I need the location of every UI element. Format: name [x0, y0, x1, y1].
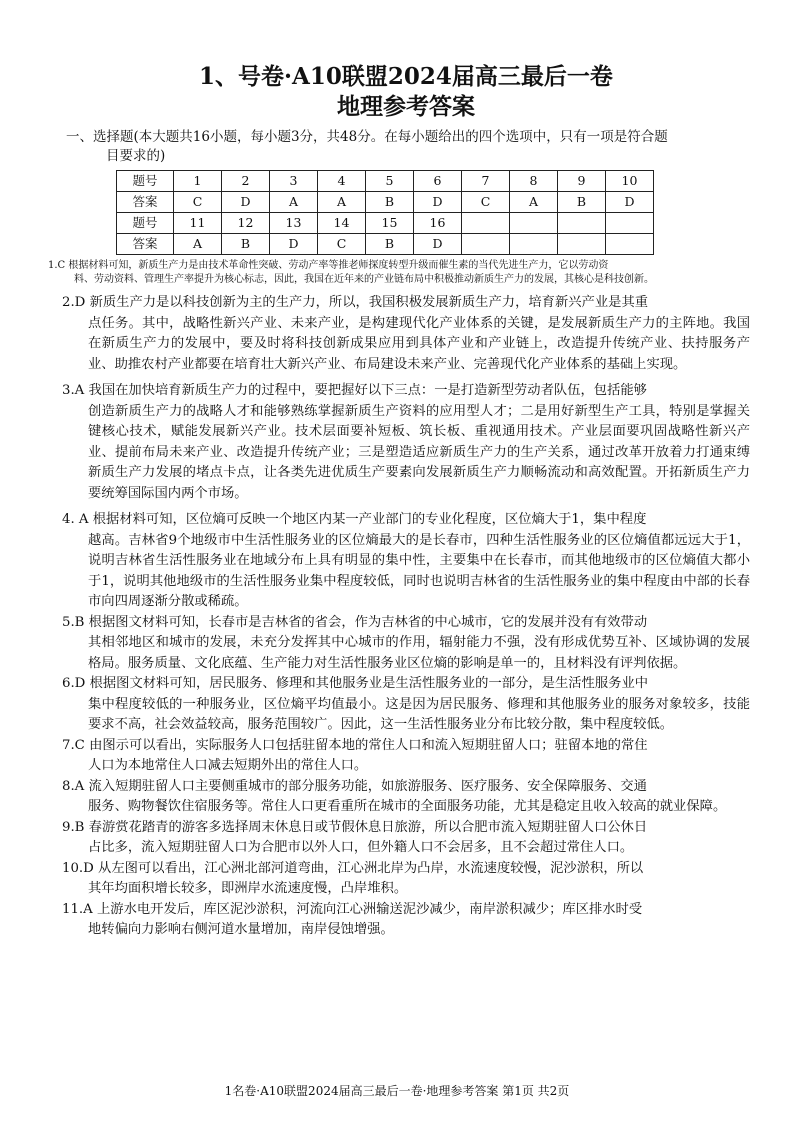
answer-item-10 [62, 859, 750, 900]
table-cell: 11 [174, 213, 222, 234]
answer-item-continuation: 人口为本地常住人口减去短期外出的常住人口。 [88, 758, 368, 773]
table-cell: C [318, 234, 366, 255]
answer-table [116, 170, 654, 255]
table-cell: A [318, 192, 366, 213]
table-cell: A [174, 234, 222, 255]
answer-label: 答案 [117, 192, 174, 213]
table-cell: 2 [222, 171, 270, 192]
answer-item-3 [62, 381, 750, 504]
table-row [117, 192, 654, 213]
table-cell: B [366, 192, 414, 213]
answer-item-first-line: 11.A 上游水电开发后，库区泥沙淤积，河流向江心洲输送泥沙减少，南岸淤积减少；库区排水时受 [62, 901, 643, 917]
table-cell [606, 213, 654, 234]
answer-item-first-line: 4. A 根据材料可知，区位熵可反映一个地区内某一产业部门的专业化程度，区位熵大于1，集中程度 [62, 512, 647, 527]
table-cell: A [270, 192, 318, 213]
answer-item-first-line: 5.B 根据图文材料可知，长春市是吉林省的省会，作为吉林省的中心城市，它的发展并没有有效带动 [62, 614, 648, 630]
table-cell: 9 [558, 171, 606, 192]
answer-item-4 [62, 510, 750, 613]
answer-item-continuation: 集中程度较低的一种服务业，区位熵平均值最小。这是因为居民服务、修理和其他服务业的服务对象较多，技能要求不高，社会效益较高，服务范围较广。因此，这一生活性服务业分布比较分散，集中程度较低。 [88, 696, 750, 732]
table-cell [558, 213, 606, 234]
answer-item-first-line: 6.D 根据图文材料可知，居民服务、修理和其他服务业是生活性服务业的一部分，是生活性服务业中 [62, 676, 649, 691]
answer-item-continuation: 越高。吉林省9个地级市中生活性服务业的区位熵最大的是长春市，四种生活性服务业的区位熵值都远远大于1，说明吉林省生活性服务业在地域分布上具有明显的集中性，主要集中在长春市，而其他地级市的区位熵值大都小于1，说明其他地级市的生活性服务业集中程度较低，同时也说明吉林省的生活性服务业的集中程度由中部的长春市向四周逐渐分散或稀疏。 [88, 532, 750, 609]
answer-item-first-line: 8.A 流入短期驻留人口主要侧重城市的部分服务功能，如旅游服务、医疗服务、安全保障服务、交通 [62, 778, 647, 794]
table-cell: 12 [222, 213, 270, 234]
answer-item-continuation: 料、劳动资料、管理生产率提升为核心标志，因此，我国在近年来的产业链布局中积极推动新质生产力的发展，其核心是科技创新。 [74, 274, 654, 285]
table-cell: 14 [318, 213, 366, 234]
table-cell [510, 213, 558, 234]
answer-item-first-line: 3.A 我国在加快培育新质生产力的过程中，要把握好以下三点：一是打造新型劳动者队伍，包括能够 [62, 383, 647, 398]
table-cell [462, 234, 510, 255]
question-label: 题号 [117, 171, 174, 192]
table-cell [558, 234, 606, 255]
answer-item-5 [62, 613, 750, 675]
table-cell: 5 [366, 171, 414, 192]
answer-item-continuation: 其年均面积增长较多，即洲岸水流速度慢，凸岸堆积。 [88, 881, 408, 896]
table-cell: B [558, 192, 606, 213]
table-cell: 10 [606, 171, 654, 192]
table-cell: A [510, 192, 558, 213]
answer-item-continuation: 其相邻地区和城市的发展，未充分发挥其中心城市的作用，辐射能力不强，没有形成优势互补、区域协调的发展格局。服务质量、文化底蕴、生产能力对生活性服务业区位熵的影响是单一的，且材料没有评判依据。 [88, 635, 750, 671]
page-subtitle: 地理参考答案 [337, 93, 475, 120]
table-cell: C [462, 192, 510, 213]
table-cell: 1 [174, 171, 222, 192]
table-cell [462, 213, 510, 234]
table-cell: 3 [270, 171, 318, 192]
table-cell [510, 234, 558, 255]
table-cell: D [414, 192, 462, 213]
answer-item-8 [62, 777, 750, 818]
answer-item-continuation: 服务、购物餐饮住宿服务等。常住人口更看重所在城市的全面服务功能，尤其是稳定且收入较高的就业保障。 [88, 799, 727, 814]
answer-item-continuation: 占比多，流入短期驻留人口为合肥市以外人口，但外籍人口不会居多，且不会超过常住人口。 [88, 840, 634, 855]
answer-item-1 [48, 259, 750, 287]
answer-item-first-line: 2.D 新质生产力是以科技创新为主的生产力，所以，我国积极发展新质生产力，培育新兴产业是其重 [62, 295, 649, 310]
answer-item-7 [62, 736, 750, 777]
table-cell: D [414, 234, 462, 255]
table-cell: 8 [510, 171, 558, 192]
table-cell: 6 [414, 171, 462, 192]
table-cell: 16 [414, 213, 462, 234]
table-row [117, 213, 654, 234]
page-title: 1、号卷·A10联盟2024届高三最后一卷 [199, 63, 613, 90]
table-cell: 13 [270, 213, 318, 234]
answer-item-first-line: 9.B 春游赏花踏青的游客多选择周末休息日或节假休息日旅游，所以合肥市流入短期驻留人口公休日 [62, 819, 648, 835]
question-label: 题号 [117, 213, 174, 234]
answer-item-first-line: 10.D 从左图可以看出，江心洲北部河道弯曲，江心洲北岸为凸岸，水流速度较慢，泥沙淤积，所以 [62, 860, 644, 876]
table-cell: B [366, 234, 414, 255]
answer-item-continuation: 点任务。其中，战略性新兴产业、未来产业，是构建现代化产业体系的关键，是发展新质生产力的主阵地。我国在新质生产力的发展中，要及时将科技创新成果应用到具体产业和产业链上，改造提升传统产业、扶持服务产业、助推农村产业都要在培育壮大新兴产业、布局建设未来产业、完善现代化产业体系的基础上实现。 [88, 315, 750, 372]
answer-item-continuation: 地转偏向力影响右侧河道水量增加，南岸侵蚀增强。 [88, 922, 394, 937]
section-heading-line1: 一、选择题(本大题共16小题，每小题3分，共48分。在每小题给出的四个选项中，只有一项是符合题 [66, 129, 668, 145]
answer-item-2 [62, 293, 750, 375]
table-cell: D [222, 192, 270, 213]
answer-item-9 [62, 818, 750, 859]
table-row [117, 171, 654, 192]
answer-item-6 [62, 674, 750, 736]
page-footer: 1名卷·A10联盟2024届高三最后一卷·地理参考答案 第1页 共2页 [224, 1084, 570, 1098]
table-cell: B [222, 234, 270, 255]
answer-item-first-line: 7.C 由图示可以看出，实际服务人口包括驻留本地的常住人口和流入短期驻留人口；驻留本地的常住 [62, 737, 648, 753]
table-cell: 7 [462, 171, 510, 192]
table-row [117, 234, 654, 255]
table-cell: D [606, 192, 654, 213]
table-cell: D [270, 234, 318, 255]
answer-item-11 [62, 900, 750, 941]
table-cell: C [174, 192, 222, 213]
answer-item-first-line: 1.C 根据材料可知，新质生产力是由技术革命性突破、劳动产率等推老师探度转型升级而催生素的当代先进生产力，它以劳动资 [48, 260, 609, 271]
answer-item-continuation: 创造新质生产力的战略人才和能够熟练掌握新质生产资料的应用型人才；二是用好新型生产工具，特别是掌握关键核心技术，赋能发展新兴产业。技术层面要补短板、筑长板、重视通用技术。产业层面要巩固战略性新兴产业、提前布局未来产业、改造提升传统产业；三是塑造适应新质生产力的生产关系，通过改革开放着力打通束缚新质生产力发展的堵点卡点，让各类先进优质生产要素向发展新质生产力顺畅流动和高效配置。开拓新质生产力要统筹国际国内两个市场。 [88, 403, 750, 501]
table-cell: 4 [318, 171, 366, 192]
answer-label: 答案 [117, 234, 174, 255]
section-heading [62, 128, 750, 166]
table-cell [606, 234, 654, 255]
section-heading-line2: 目要求的) [106, 148, 166, 164]
table-cell: 15 [366, 213, 414, 234]
